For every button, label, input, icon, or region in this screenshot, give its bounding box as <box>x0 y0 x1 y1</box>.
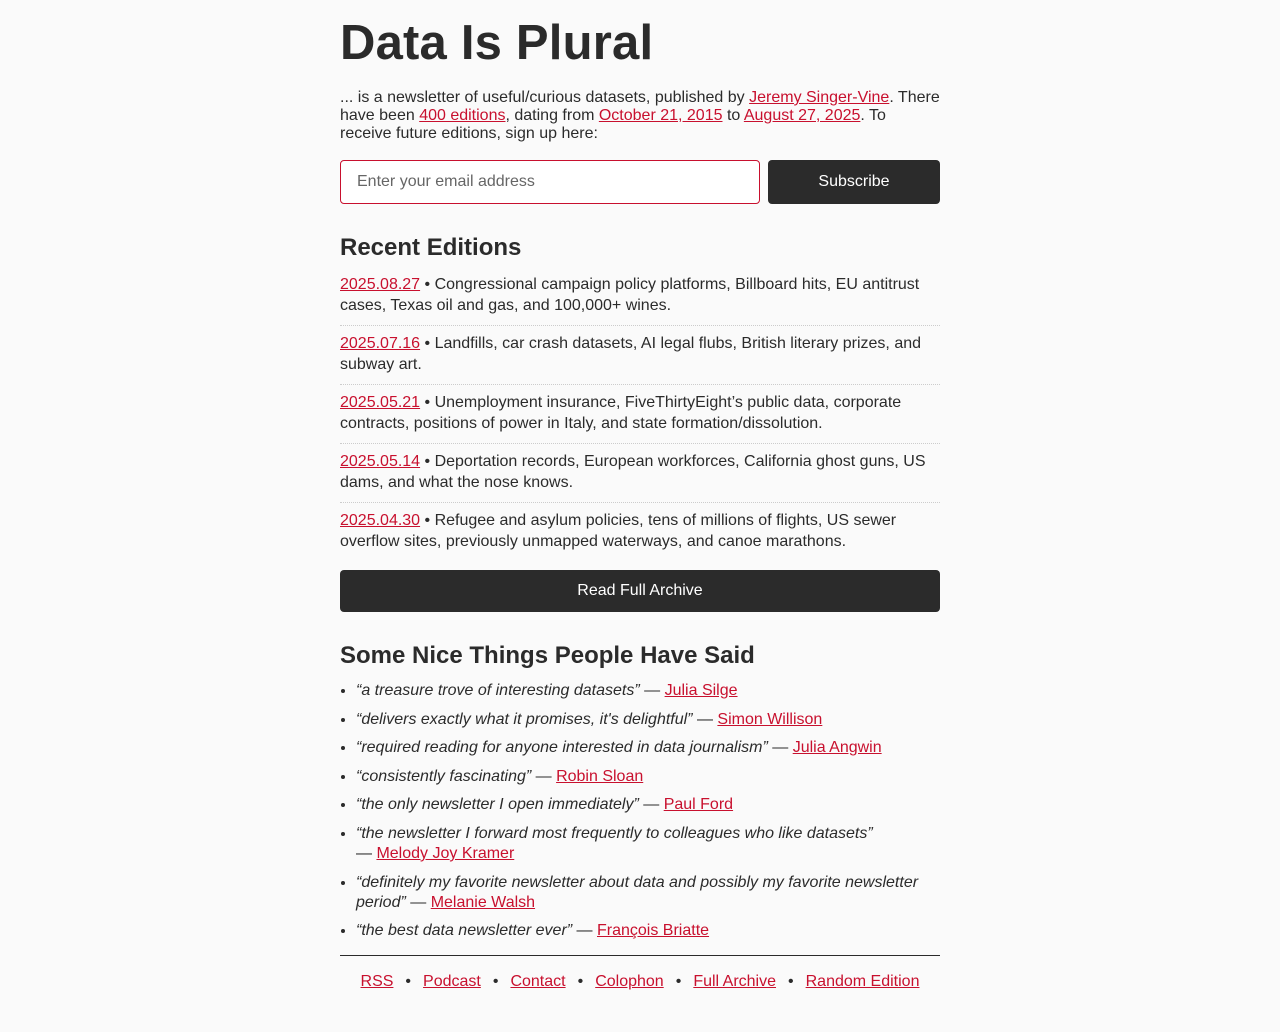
footer-separator: • <box>675 973 682 991</box>
testimonial-item <box>356 824 940 864</box>
edition-date-link[interactable]: 2025.07.16 <box>340 335 421 352</box>
edition-summary: • Refugee and asylum policies, tens of millions of flights, US sewer overflow sites, previously unmapped waterways, and canoe marathons. <box>340 512 897 550</box>
author-link[interactable]: Jeremy Singer-Vine <box>749 89 890 106</box>
editions-count-link[interactable]: 400 editions <box>419 107 506 124</box>
edition-summary: • Unemployment insurance, FiveThirtyEight’s public data, corporate contracts, positions of power in Italy, and state formation/dissolution. <box>340 394 902 432</box>
edition-date-link[interactable]: 2025.05.21 <box>340 394 421 411</box>
testimonial-author-link[interactable]: Julia Silge <box>664 682 738 699</box>
intro-text: to <box>722 107 744 124</box>
testimonial-item <box>356 738 940 758</box>
latest-edition-link[interactable]: August 27, 2025 <box>743 107 861 124</box>
footer-separator: • <box>405 973 412 991</box>
testimonial-author-link[interactable]: Simon Willison <box>717 710 823 728</box>
testimonial-author-link[interactable]: Paul Ford <box>663 796 734 814</box>
testimonial-quote: “required reading for anyone interested in data journalism” <box>356 739 768 757</box>
testimonial-dash: — <box>639 682 665 699</box>
testimonial-item <box>356 921 940 941</box>
edition-date-link[interactable]: 2025.08.27 <box>340 276 421 293</box>
first-edition-link[interactable]: October 21, 2015 <box>598 107 723 124</box>
footer-separator: • <box>788 973 794 991</box>
intro-text: ... is a newsletter of useful/curious datasets, published by <box>340 89 750 106</box>
testimonial-dash: — <box>572 922 597 940</box>
testimonial-quote: “definitely my favorite newsletter about data and possibly my favorite newsletter period” <box>356 873 919 911</box>
footer-link-rss[interactable]: RSS <box>360 973 394 991</box>
edition-item <box>340 274 940 326</box>
intro-text: , dating from <box>505 107 599 124</box>
testimonial-quote: “delivers exactly what it promises, it's delightful” <box>356 710 693 728</box>
testimonial-quote: “the newsletter I forward most frequently to colleagues who like datasets” <box>356 824 873 842</box>
edition-item <box>340 451 940 503</box>
footer-separator: • <box>492 973 499 991</box>
testimonial-item <box>356 710 940 730</box>
testimonials-heading: Some Nice Things People Have Said <box>340 642 755 669</box>
testimonial-author-link[interactable]: Melody Joy Kramer <box>376 844 515 862</box>
testimonial-author-link[interactable]: Melanie Walsh <box>430 893 536 911</box>
edition-date-link[interactable]: 2025.04.30 <box>340 512 421 529</box>
signup-form <box>340 160 940 204</box>
testimonial-dash: — <box>356 844 377 862</box>
recent-editions-heading: Recent Editions <box>340 234 522 261</box>
testimonial-quote: “consistently fascinating” <box>356 767 532 785</box>
footer-nav <box>340 973 940 991</box>
testimonial-quote: “the best data newsletter ever” <box>356 922 573 940</box>
testimonial-author-link[interactable]: Robin Sloan <box>556 767 644 785</box>
testimonial-dash: — <box>638 796 664 814</box>
footer-link-random-edition[interactable]: Random Edition <box>805 973 920 991</box>
testimonial-item <box>356 681 940 701</box>
edition-summary: • Landfills, car crash datasets, AI legal flubs, British literary prizes, and subway art. <box>340 335 922 373</box>
edition-item <box>340 333 940 385</box>
testimonial-item <box>356 795 940 815</box>
testimonial-quote: “a treasure trove of interesting datasets” <box>356 682 640 699</box>
testimonial-author-link[interactable]: Julia Angwin <box>792 739 882 757</box>
footer-divider <box>340 955 940 956</box>
testimonial-dash: — <box>531 767 557 785</box>
subscribe-button[interactable]: Subscribe <box>768 160 940 204</box>
edition-date-link[interactable]: 2025.05.14 <box>340 453 421 470</box>
edition-summary: • Deportation records, European workforces, California ghost guns, US dams, and what the nose knows. <box>340 453 926 491</box>
testimonial-quote: “the only newsletter I open immediately” <box>356 796 639 814</box>
testimonial-author-link[interactable]: François Briatte <box>597 922 710 940</box>
testimonial-dash: — <box>405 893 431 911</box>
page <box>340 0 940 991</box>
footer-link-colophon[interactable]: Colophon <box>595 973 664 991</box>
intro-paragraph <box>340 89 940 143</box>
intro-text: . There have been <box>340 89 940 124</box>
read-full-archive-button[interactable]: Read Full Archive <box>340 570 940 612</box>
testimonial-item <box>356 767 940 787</box>
edition-summary: • Congressional campaign policy platforms, Billboard hits, EU antitrust cases, Texas oil and gas, and 100,000+ wines. <box>340 276 920 314</box>
editions-list <box>340 274 940 561</box>
intro-text: . To receive future editions, sign up here: <box>340 107 886 142</box>
footer-separator: • <box>577 973 584 991</box>
email-input[interactable] <box>340 160 760 204</box>
footer-link-full-archive[interactable]: Full Archive <box>693 973 777 991</box>
testimonials-list <box>340 681 940 941</box>
edition-item <box>340 510 940 561</box>
footer-link-podcast[interactable]: Podcast <box>423 973 481 991</box>
footer-link-contact[interactable]: Contact <box>510 973 566 991</box>
page-title: Data Is Plural <box>340 16 654 70</box>
testimonial-dash: — <box>767 739 793 757</box>
testimonial-item <box>356 873 940 913</box>
testimonial-dash: — <box>692 710 718 728</box>
edition-item <box>340 392 940 444</box>
